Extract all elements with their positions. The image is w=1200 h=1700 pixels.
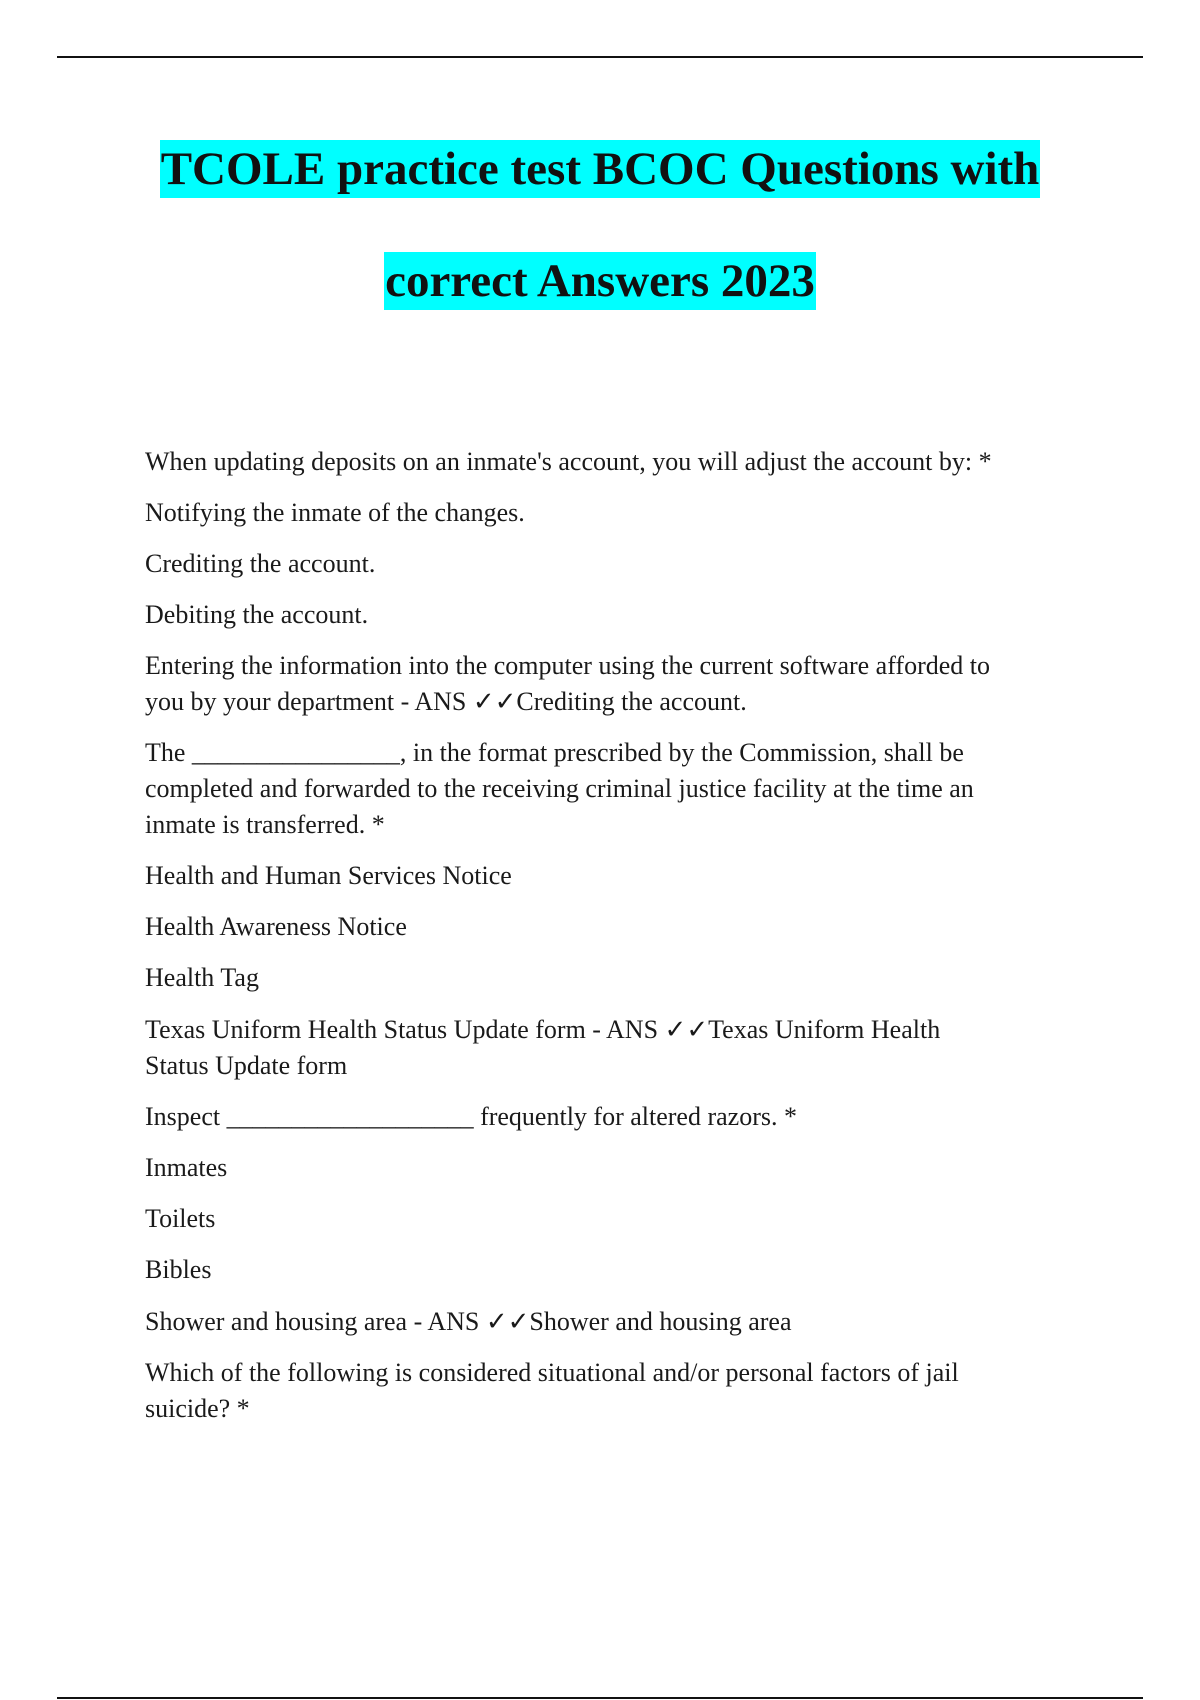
answer-option: Entering the information into the computer using the current software afforded to <box>145 651 990 680</box>
title-line-2: correct Answers 2023 <box>384 252 816 310</box>
answer-option: Health and Human Services Notice <box>145 861 512 890</box>
answer-option: Notifying the inmate of the changes. <box>145 498 525 527</box>
answer-option: Inmates <box>145 1153 228 1182</box>
answer-option: Health Tag <box>145 963 259 992</box>
question-text: The ________________, in the format prescribed by the Commission, shall be <box>145 738 964 767</box>
answer-option: Toilets <box>145 1204 216 1233</box>
title-line-1: TCOLE practice test BCOC Questions with <box>160 140 1041 198</box>
correct-answer: Shower and housing area - ANS ✓✓Shower and housing area <box>145 1307 792 1336</box>
answer-option: Health Awareness Notice <box>145 912 407 941</box>
answer-option: Bibles <box>145 1255 212 1284</box>
question-list <box>145 444 1080 1427</box>
correct-answer: Status Update form <box>145 1051 348 1080</box>
question-text: completed and forwarded to the receiving criminal justice facility at the time an <box>145 774 974 803</box>
question-text: suicide? * <box>145 1394 250 1423</box>
document-title <box>0 140 1200 310</box>
question-text: Inspect ___________________ frequently for altered razors. * <box>145 1102 797 1131</box>
correct-answer: Texas Uniform Health Status Update form - ANS ✓✓Texas Uniform Health <box>145 1015 941 1044</box>
footer-rule <box>57 1697 1143 1699</box>
question-text: Which of the following is considered situational and/or personal factors of jail <box>145 1358 959 1387</box>
question-text: When updating deposits on an inmate's account, you will adjust the account by: * <box>145 447 992 476</box>
correct-answer: you by your department - ANS ✓✓Crediting the account. <box>145 687 747 716</box>
header-rule <box>57 56 1143 58</box>
answer-option: Crediting the account. <box>145 549 376 578</box>
question-text: inmate is transferred. * <box>145 810 385 839</box>
answer-option: Debiting the account. <box>145 600 369 629</box>
